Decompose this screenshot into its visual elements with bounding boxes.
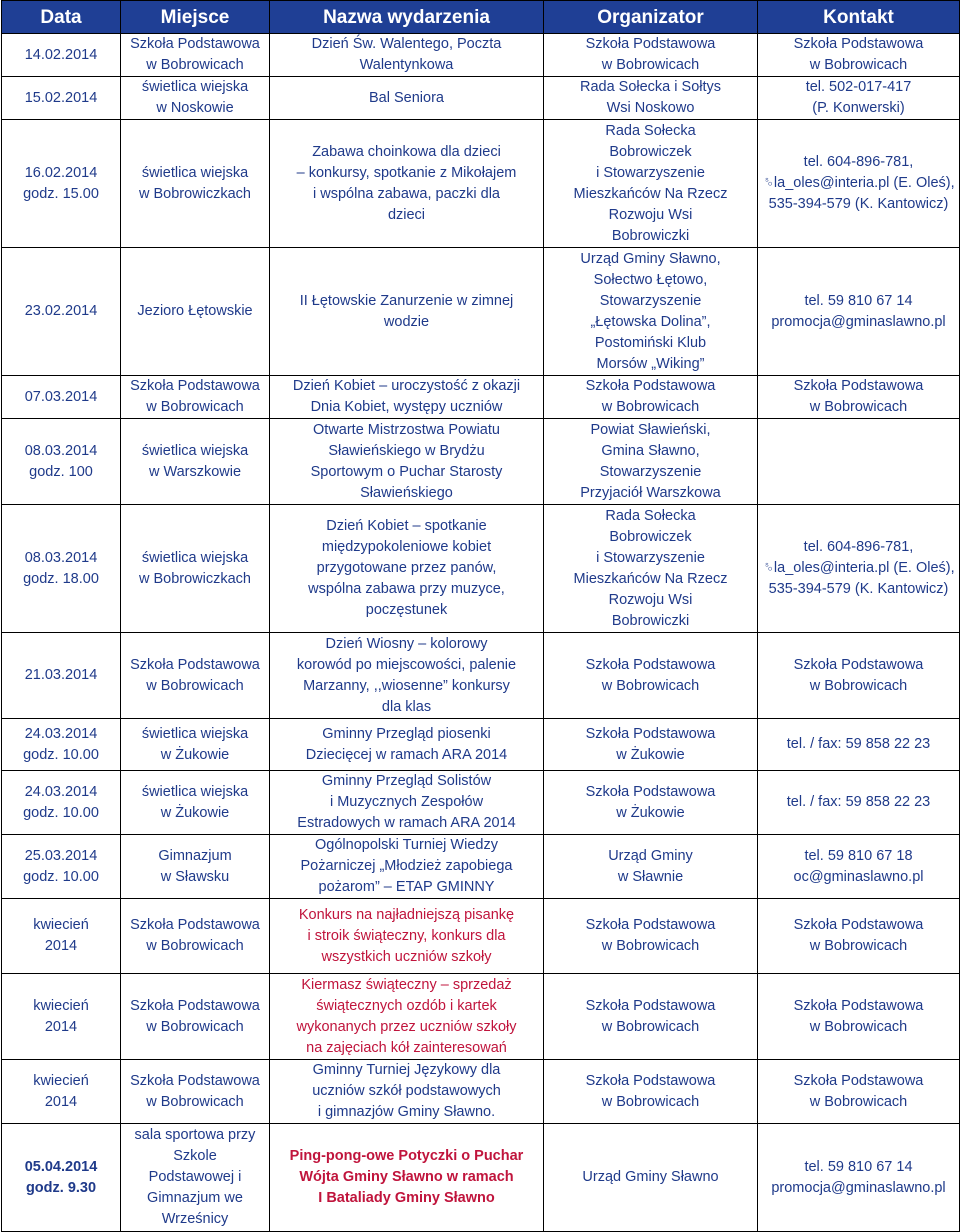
place-cell: Szkoła Podstawowa w Bobrowicach	[121, 34, 270, 77]
table-row	[2, 120, 960, 248]
contact-cell: Szkoła Podstawowa w Bobrowicach	[758, 633, 960, 719]
organizer-cell: Szkoła Podstawowa w Żukowie	[544, 771, 758, 835]
organizer-cell: Urząd Gminy Sławno, Sołectwo Łętowo, Stowarzyszenie „Łętowska Dolina”, Postomiński Klub Morsów „Wiking”	[544, 248, 758, 376]
event-cell: Gminny Przegląd piosenki Dziecięcej w ramach ARA 2014	[270, 719, 544, 771]
table-row	[2, 835, 960, 899]
contact-cell	[758, 419, 960, 505]
date-cell: 05.04.2014 godz. 9.30	[2, 1124, 121, 1232]
date-cell: 23.02.2014	[2, 248, 121, 376]
event-cell: Dzień Kobiet – spotkanie międzypokoleniowe kobiet przygotowane przez panów, wspólna zabawa przy muzyce, poczęstunek	[270, 505, 544, 633]
place-cell: Szkoła Podstawowa w Bobrowicach	[121, 899, 270, 974]
date-cell: 15.02.2014	[2, 77, 121, 120]
contact-cell: tel. / fax: 59 858 22 23	[758, 771, 960, 835]
place-cell: sala sportowa przy Szkole Podstawowej i Gimnazjum we Wrześnicy	[121, 1124, 270, 1232]
date-cell: kwiecień 2014	[2, 974, 121, 1060]
table-row	[2, 1060, 960, 1124]
organizer-cell: Szkoła Podstawowa w Bobrowicach	[544, 633, 758, 719]
event-cell: Kiermasz świąteczny – sprzedaż świątecznych ozdób i kartek wykonanych przez uczniów szkoły na zajęciach kół zainteresowań	[270, 974, 544, 1060]
event-cell: Ogólnopolski Turniej Wiedzy Pożarniczej „Młodzież zapobiega pożarom” – ETAP GMINNY	[270, 835, 544, 899]
place-cell: Szkoła Podstawowa w Bobrowicach	[121, 1060, 270, 1124]
contact-cell: Szkoła Podstawowa w Bobrowicach	[758, 34, 960, 77]
place-cell: świetlica wiejska w Żukowie	[121, 719, 270, 771]
contact-cell: tel. 59 810 67 14 promocja@gminaslawno.pl	[758, 248, 960, 376]
table-row	[2, 376, 960, 419]
contact-cell: tel. 604-896-781, ␎la_oles@interia.pl (E. Oleś), 535-394-579 (K. Kantowicz)	[758, 120, 960, 248]
event-cell: Konkurs na najładniejszą pisankę i stroik świąteczny, konkurs dla wszystkich uczniów szkoły	[270, 899, 544, 974]
header-contact: Kontakt	[758, 1, 960, 34]
contact-cell: tel. 59 810 67 14 promocja@gminaslawno.pl	[758, 1124, 960, 1232]
table-row	[2, 505, 960, 633]
event-cell: Bal Seniora	[270, 77, 544, 120]
organizer-cell: Rada Sołecka i Sołtys Wsi Noskowo	[544, 77, 758, 120]
date-cell: 25.03.2014 godz. 10.00	[2, 835, 121, 899]
table-row	[2, 633, 960, 719]
table-row	[2, 77, 960, 120]
place-cell: świetlica wiejska w Żukowie	[121, 771, 270, 835]
event-cell: Dzień Św. Walentego, Poczta Walentynkowa	[270, 34, 544, 77]
date-cell: 16.02.2014 godz. 15.00	[2, 120, 121, 248]
contact-cell: tel. 59 810 67 18 oc@gminaslawno.pl	[758, 835, 960, 899]
contact-cell: Szkoła Podstawowa w Bobrowicach	[758, 899, 960, 974]
place-cell: Szkoła Podstawowa w Bobrowicach	[121, 633, 270, 719]
place-cell: Jezioro Łętowskie	[121, 248, 270, 376]
organizer-cell: Rada Sołecka Bobrowiczek i Stowarzyszenie Mieszkańców Na Rzecz Rozwoju Wsi Bobrowiczki	[544, 120, 758, 248]
place-cell: świetlica wiejska w Bobrowiczkach	[121, 120, 270, 248]
organizer-cell: Szkoła Podstawowa w Żukowie	[544, 719, 758, 771]
place-cell: Szkoła Podstawowa w Bobrowicach	[121, 376, 270, 419]
events-table	[1, 0, 960, 1232]
table-row	[2, 248, 960, 376]
organizer-cell: Szkoła Podstawowa w Bobrowicach	[544, 1060, 758, 1124]
event-cell: Dzień Kobiet – uroczystość z okazji Dnia Kobiet, występy uczniów	[270, 376, 544, 419]
header-organizer: Organizator	[544, 1, 758, 34]
event-cell: II Łętowskie Zanurzenie w zimnej wodzie	[270, 248, 544, 376]
organizer-cell: Szkoła Podstawowa w Bobrowicach	[544, 899, 758, 974]
event-cell: Dzień Wiosny – kolorowy korowód po miejscowości, palenie Marzanny, ,,wiosenne” konkursy dla klas	[270, 633, 544, 719]
contact-cell: tel. / fax: 59 858 22 23	[758, 719, 960, 771]
event-cell: Gminny Turniej Językowy dla uczniów szkół podstawowych i gimnazjów Gminy Sławno.	[270, 1060, 544, 1124]
event-cell: Zabawa choinkowa dla dzieci – konkursy, spotkanie z Mikołajem i wspólna zabawa, paczki dla dzieci	[270, 120, 544, 248]
table-row	[2, 1124, 960, 1232]
table-row	[2, 771, 960, 835]
date-cell: 08.03.2014 godz. 100	[2, 419, 121, 505]
place-cell: świetlica wiejska w Noskowie	[121, 77, 270, 120]
header-row	[2, 1, 960, 34]
table-row	[2, 974, 960, 1060]
header-event: Nazwa wydarzenia	[270, 1, 544, 34]
organizer-cell: Szkoła Podstawowa w Bobrowicach	[544, 376, 758, 419]
date-cell: 24.03.2014 godz. 10.00	[2, 719, 121, 771]
contact-cell: tel. 502-017-417 (P. Konwerski)	[758, 77, 960, 120]
date-cell: 08.03.2014 godz. 18.00	[2, 505, 121, 633]
organizer-cell: Urząd Gminy Sławno	[544, 1124, 758, 1232]
place-cell: Szkoła Podstawowa w Bobrowicach	[121, 974, 270, 1060]
date-cell: 14.02.2014	[2, 34, 121, 77]
table-row	[2, 719, 960, 771]
header-place: Miejsce	[121, 1, 270, 34]
organizer-cell: Rada Sołecka Bobrowiczek i Stowarzyszenie Mieszkańców Na Rzecz Rozwoju Wsi Bobrowiczki	[544, 505, 758, 633]
organizer-cell: Powiat Sławieński, Gmina Sławno, Stowarzyszenie Przyjaciół Warszkowa	[544, 419, 758, 505]
date-cell: 07.03.2014	[2, 376, 121, 419]
event-cell: Gminny Przegląd Solistów i Muzycznych Zespołów Estradowych w ramach ARA 2014	[270, 771, 544, 835]
contact-cell: Szkoła Podstawowa w Bobrowicach	[758, 974, 960, 1060]
place-cell: Gimnazjum w Sławsku	[121, 835, 270, 899]
table-row	[2, 899, 960, 974]
contact-cell: Szkoła Podstawowa w Bobrowicach	[758, 376, 960, 419]
date-cell: kwiecień 2014	[2, 899, 121, 974]
contact-cell: tel. 604-896-781, ␎la_oles@interia.pl (E. Oleś), 535-394-579 (K. Kantowicz)	[758, 505, 960, 633]
place-cell: świetlica wiejska w Bobrowiczkach	[121, 505, 270, 633]
organizer-cell: Urząd Gminy w Sławnie	[544, 835, 758, 899]
organizer-cell: Szkoła Podstawowa w Bobrowicach	[544, 34, 758, 77]
date-cell: kwiecień 2014	[2, 1060, 121, 1124]
organizer-cell: Szkoła Podstawowa w Bobrowicach	[544, 974, 758, 1060]
table-row	[2, 34, 960, 77]
date-cell: 21.03.2014	[2, 633, 121, 719]
place-cell: świetlica wiejska w Warszkowie	[121, 419, 270, 505]
contact-cell: Szkoła Podstawowa w Bobrowicach	[758, 1060, 960, 1124]
header-date: Data	[2, 1, 121, 34]
event-cell: Ping-pong-owe Potyczki o Puchar Wójta Gminy Sławno w ramach I Bataliady Gminy Sławno	[270, 1124, 544, 1232]
date-cell: 24.03.2014 godz. 10.00	[2, 771, 121, 835]
event-cell: Otwarte Mistrzostwa Powiatu Sławieńskiego w Brydżu Sportowym o Puchar Starosty Sławieńskiego	[270, 419, 544, 505]
table-row	[2, 419, 960, 505]
